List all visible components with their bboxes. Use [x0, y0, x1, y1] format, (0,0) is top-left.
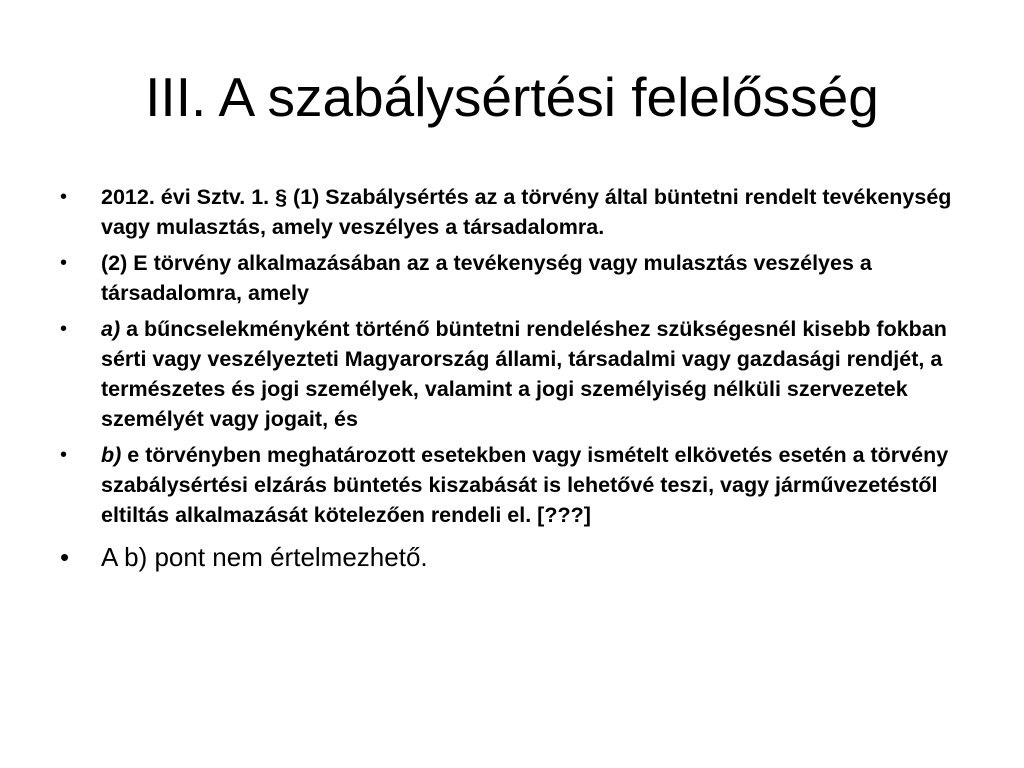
- bullet-item-1: [60, 182, 980, 242]
- bullet-dot-icon: •: [60, 186, 68, 208]
- bullet-dot-icon: •: [60, 252, 68, 274]
- bullet-item-2: [60, 248, 980, 308]
- bullet-text: 2012. évi Sztv. 1. § (1) Szabálysértés az a törvény által büntetni rendelt tevékenység vagy mulasztás, amely veszélyes a társadalomra.: [101, 185, 952, 239]
- bullet-dot-icon: •: [60, 444, 68, 466]
- bullet-dot-icon: •: [60, 318, 68, 340]
- bullet-list: [60, 182, 980, 580]
- bullet-text: (2) E törvény alkalmazásában az a tevékenység vagy mulasztás veszélyes a társadalomra, amely: [101, 251, 872, 305]
- bullet-text: a bűncselekményként történő büntetni rendeléshez szükségesnél kisebb fokban sérti vagy veszélyezteti Magyarország állami, társadalmi vagy gazdasági rendjét, a természetes és jogi személyek, valamint a jogi személyiség nélküli szervezetek személyét vagy jogait, és: [101, 317, 947, 431]
- bullet-prefix: a): [101, 317, 121, 341]
- bullet-prefix: b): [101, 443, 122, 467]
- bullet-item-5: [60, 540, 980, 574]
- bullet-item-3: [60, 314, 980, 434]
- slide-title: III. A szabálysértési felelősség: [145, 66, 879, 128]
- bullet-text: A b) pont nem értelmezhető.: [101, 542, 428, 572]
- bullet-dot-icon: •: [60, 542, 70, 572]
- bullet-text: e törvényben meghatározott esetekben vagy ismételt elkövetés esetén a törvény szabálysértési elzárás büntetés kiszabását is lehetővé teszi, vagy járművezetéstől eltiltás alkalmazását kötelezően rendeli el. [???]: [101, 443, 949, 527]
- bullet-item-4: [60, 440, 980, 530]
